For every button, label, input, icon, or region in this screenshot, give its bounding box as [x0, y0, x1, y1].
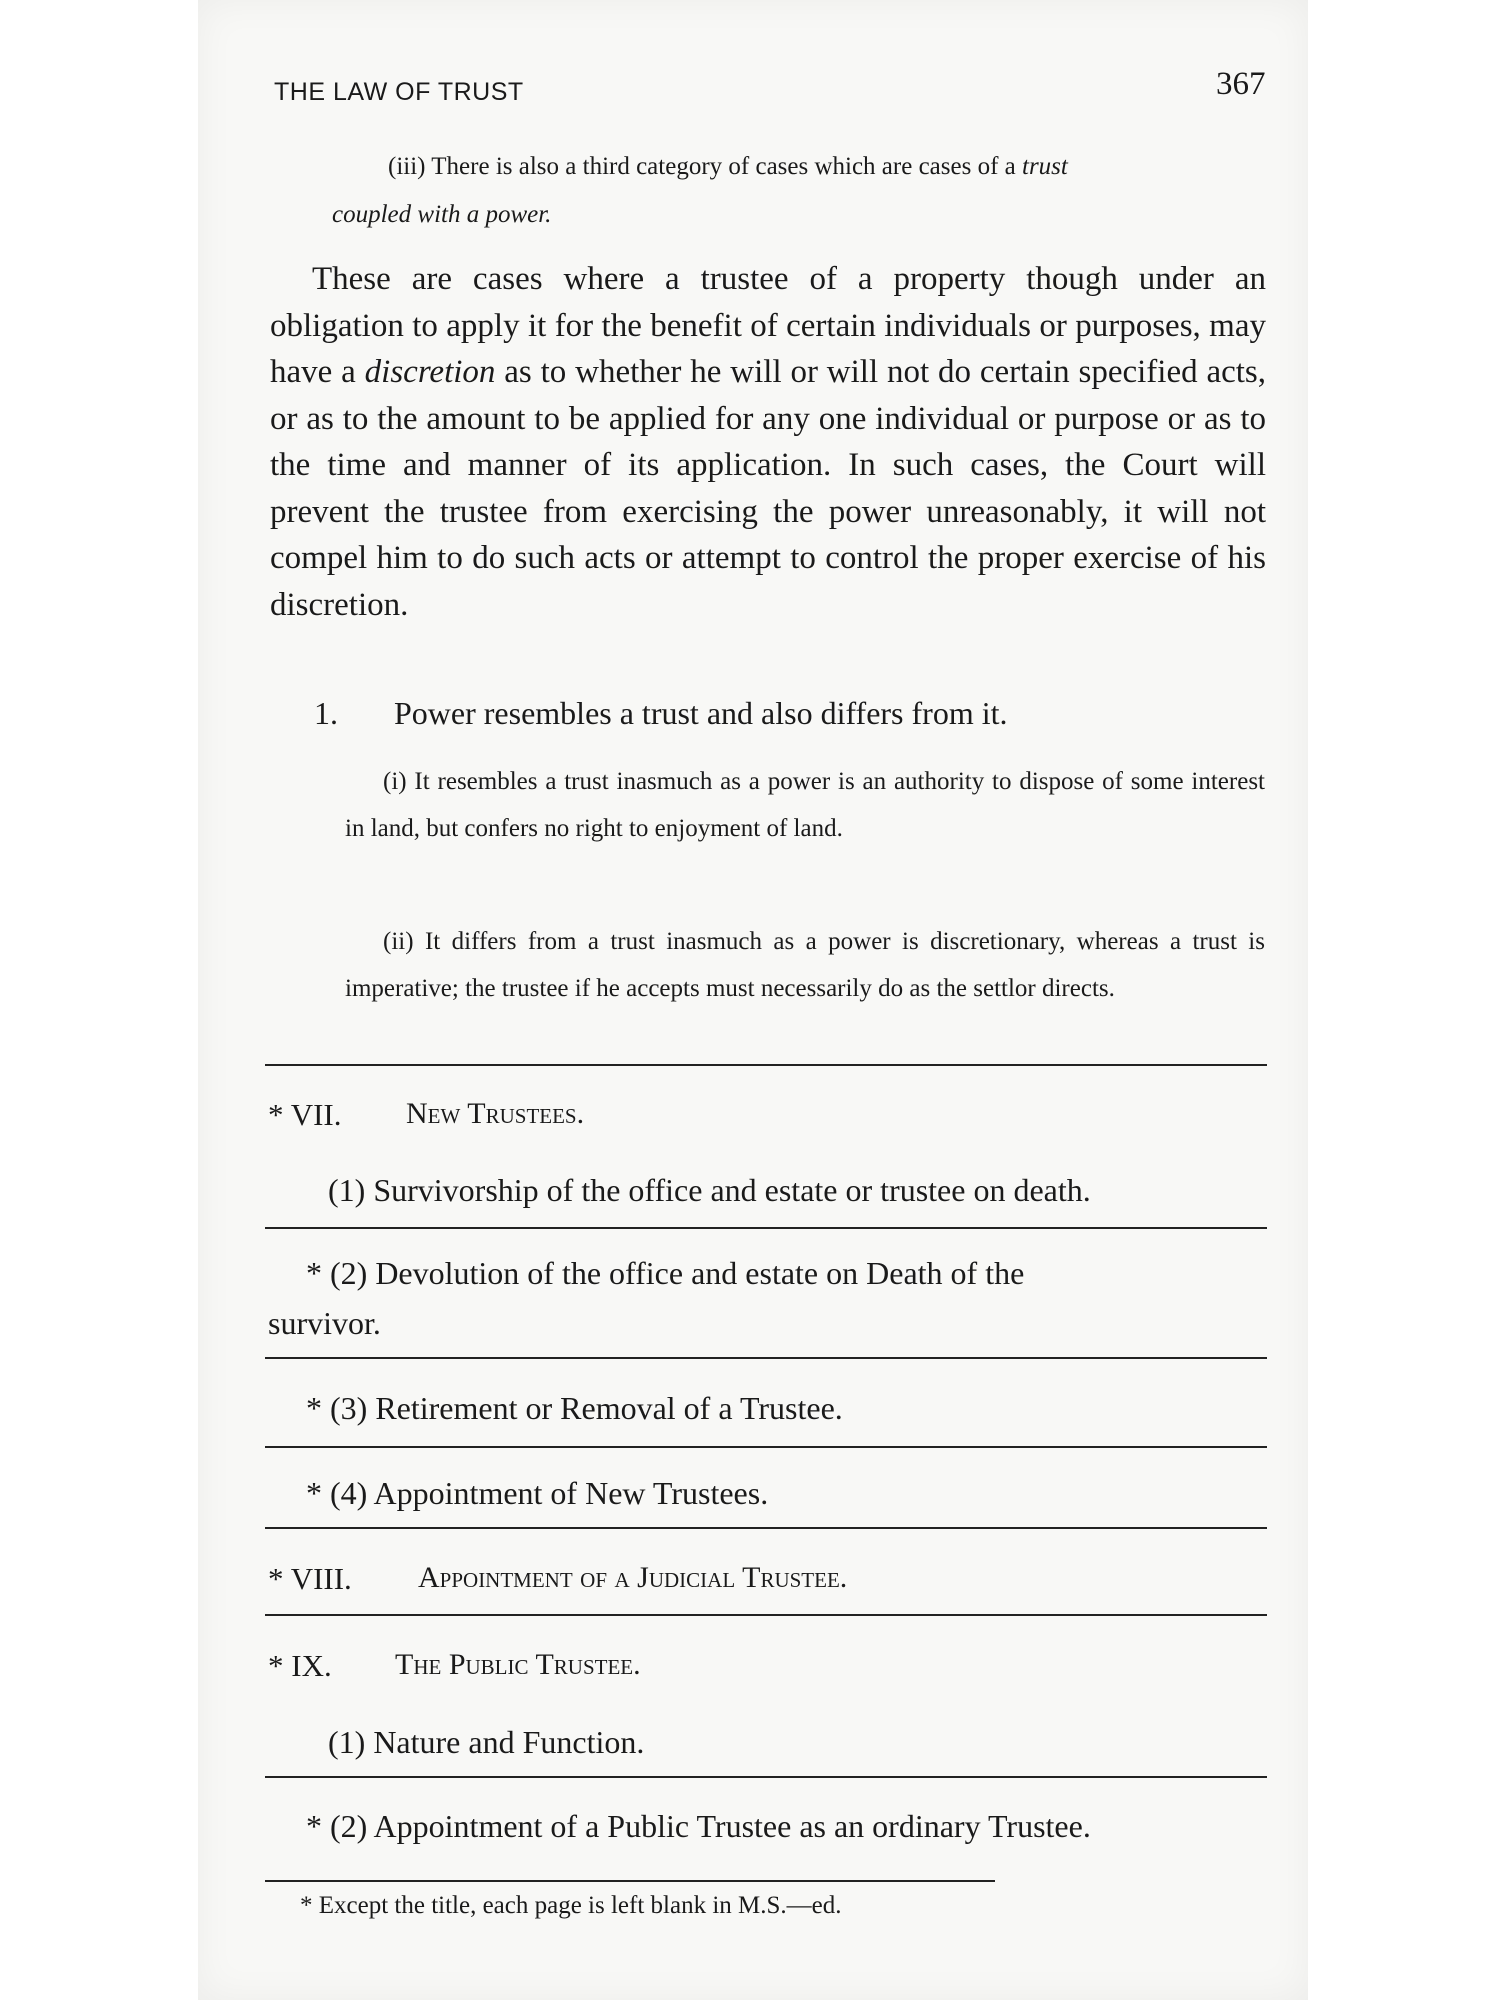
- section-vii-2-line1: * (2) Devolution of the office and estate on Death of the: [306, 1255, 1025, 1291]
- section-viii-marker: * VIII.: [268, 1561, 352, 1596]
- point-1-number: 1.: [314, 695, 338, 731]
- italic-discretion: discretion: [364, 354, 496, 390]
- section-ix-title: The Public Trustee.: [395, 1648, 641, 1681]
- intro-item-iii-continued: coupled with a power.: [332, 201, 552, 228]
- section-ix-2: * (2) Appointment of a Public Trustee as an ordinary Trustee.: [306, 1808, 1091, 1844]
- show-through-text: [880, 60, 888, 94]
- section-vii-title: New Trustees.: [406, 1097, 585, 1130]
- intro-item-iii-italic: trust: [1022, 153, 1068, 180]
- section-vii-4: * (4) Appointment of New Trustees.: [306, 1475, 769, 1511]
- footnote-rule: [265, 1880, 995, 1882]
- divider: [265, 1614, 1267, 1616]
- section-vii-marker: * VII.: [268, 1097, 342, 1132]
- divider: [265, 1446, 1267, 1448]
- section-ix-1: (1) Nature and Function.: [328, 1724, 645, 1760]
- section-vii-2-line2: survivor.: [268, 1305, 381, 1341]
- footnote: * Except the title, each page is left blank in M.S.—ed.: [300, 1892, 842, 1919]
- section-viii-title: Appointment of a Judicial Trustee.: [418, 1561, 848, 1594]
- intro-item-iii-lead: (iii) There is also a third category of cases which are cases of a: [388, 153, 1016, 180]
- section-vii-1: (1) Survivorship of the office and estate or trustee on death.: [328, 1172, 1091, 1208]
- page-number: 367: [1216, 66, 1266, 102]
- section-vii-3: * (3) Retirement or Removal of a Trustee.: [306, 1390, 843, 1426]
- point-1-sub-i: (i) It resembles a trust inasmuch as a power is an authority to dispose of some interest in land, but confers no right to enjoyment of land.: [345, 768, 1265, 842]
- main-paragraph: These are cases where a trustee of a property though under an obligation to apply it for the benefit of certain individuals or purposes, may have a discretion as to whether he will or will not do certain specified acts, or as to the amount to be applied for any one individual or purpose or as to the time and manner of its application. In such cases, the Court will prevent the trustee from exercising the power unreasonably, it will not compel him to do such acts or attempt to control the proper exercise of his discretion.: [270, 261, 1266, 623]
- intro-item-iii: [388, 145, 1068, 189]
- point-1-text: Power resembles a trust and also differs from it.: [394, 695, 1008, 731]
- divider: [265, 1227, 1267, 1229]
- section-ix-marker: * IX.: [268, 1648, 332, 1683]
- point-1-sub-ii: (ii) It differs from a trust inasmuch as a power is discretionary, whereas a trust is imperative; the trustee if he accepts must necessarily do as the settlor directs.: [345, 928, 1265, 1002]
- divider: [265, 1527, 1267, 1529]
- running-title: THE LAW OF TRUST: [274, 78, 524, 106]
- divider: [265, 1064, 1267, 1066]
- divider: [265, 1776, 1267, 1778]
- divider: [265, 1357, 1267, 1359]
